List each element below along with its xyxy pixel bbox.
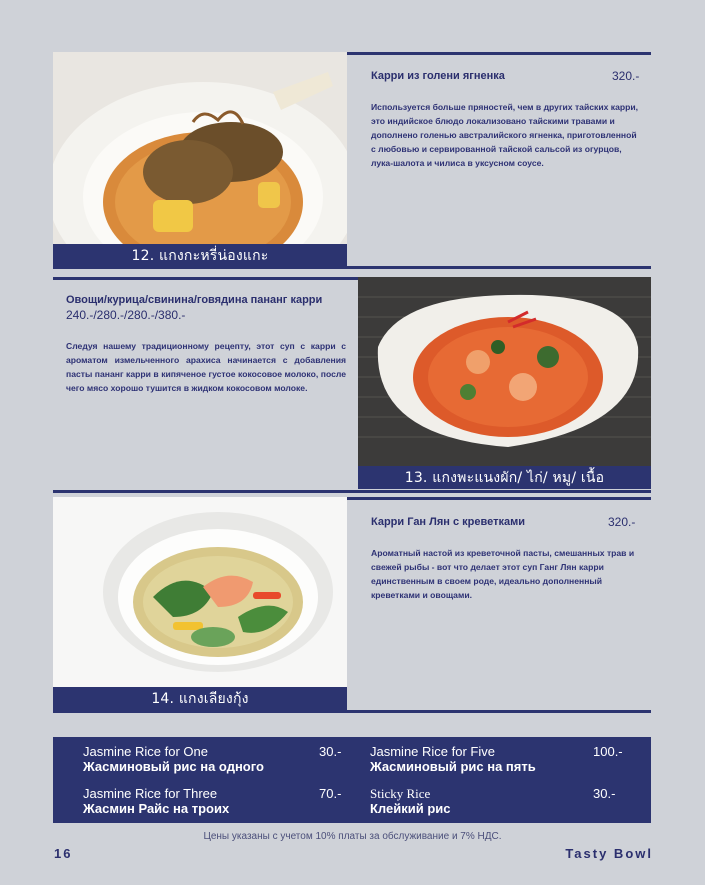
rice-option-five-price: 100.- bbox=[593, 744, 623, 759]
rice-option-one bbox=[83, 744, 313, 774]
rice-option-three bbox=[83, 786, 313, 816]
section-3-top-rule bbox=[347, 497, 651, 500]
section-2-bottom-rule bbox=[53, 490, 651, 493]
dish-13-caption: 13. แกงพะแนงผัก/ ไก่/ หมู/ เนื้อ bbox=[358, 466, 651, 489]
section-3-bottom-rule bbox=[53, 710, 651, 713]
dish-14-photo bbox=[53, 497, 347, 687]
rice-options-panel bbox=[53, 737, 651, 823]
rice-option-sticky bbox=[370, 786, 600, 816]
rice-option-one-price: 30.- bbox=[319, 744, 342, 759]
dish-14-description: Ароматный настой из креветочной пасты, смешанных трав и свежей рыбы - вот что делает этот суп Ганг Лян карри единственным в своем роде, идеально дополненный креветками и овощами. bbox=[371, 548, 635, 600]
brand-name: Tasty Bowl bbox=[565, 846, 653, 861]
rice-option-one-ru: Жасминовый рис на одного bbox=[83, 759, 264, 774]
dish-14-name: Карри Ган Лян с креветками bbox=[371, 516, 525, 528]
section-1-bottom-rule bbox=[53, 266, 651, 269]
rice-option-five bbox=[370, 744, 600, 774]
dish-13-description: Следуя нашему традиционному рецепту, этот суп с карри с ароматом измельченного арахиса начинается с добавления пасты пананг карри в кипяченое густое кокосовое молоко, после чего мясо хорошо тушится в жидком кокосовом молоке. bbox=[66, 341, 346, 393]
dish-12-price: 320.- bbox=[612, 69, 640, 83]
dish-14-caption: 14. แกงเลียงกุ้ง bbox=[53, 687, 347, 710]
rice-option-five-ru: Жасминовый рис на пять bbox=[370, 759, 536, 774]
rice-option-sticky-en: Sticky Rice bbox=[370, 786, 431, 801]
dish-13-price: 240.-/280.-/280.-/380.- bbox=[66, 308, 186, 322]
rice-option-sticky-ru: Клейкий рис bbox=[370, 801, 451, 816]
dish-12-name: Карри из голени ягненка bbox=[371, 70, 505, 82]
rice-option-three-price: 70.- bbox=[319, 786, 342, 801]
dish-14-price: 320.- bbox=[608, 515, 636, 529]
dish-12-caption: 12. แกงกะหรี่น่องแกะ bbox=[53, 244, 347, 267]
price-note: Цены указаны с учетом 10% платы за обслуживание и 7% НДС. bbox=[203, 831, 502, 842]
dish-13-name: Овощи/курица/свинина/говядина пананг карри bbox=[66, 294, 323, 306]
rice-option-three-en: Jasmine Rice for Three bbox=[83, 786, 218, 801]
dish-12-description: Используется больше пряностей, чем в других тайских карри, это индийское блюдо локализовано тайскими травами и дополнено голенью австралийского ягненка, приготовленной с любовью и сервированной тайской сальсой из огурцов, лука-шалота и чилиса в уксусном соусе. bbox=[371, 102, 639, 168]
dish-13-photo bbox=[358, 277, 651, 466]
rice-option-sticky-price: 30.- bbox=[593, 786, 616, 801]
section-1-top-rule bbox=[347, 52, 651, 55]
section-2-top-rule bbox=[53, 277, 358, 280]
page-number: 16 bbox=[54, 846, 73, 861]
rice-option-three-ru: Жасмин Райс на троих bbox=[83, 801, 230, 816]
dish-12-photo bbox=[53, 52, 347, 244]
rice-option-one-en: Jasmine Rice for One bbox=[83, 744, 208, 759]
rice-option-five-en: Jasmine Rice for Five bbox=[370, 744, 495, 759]
